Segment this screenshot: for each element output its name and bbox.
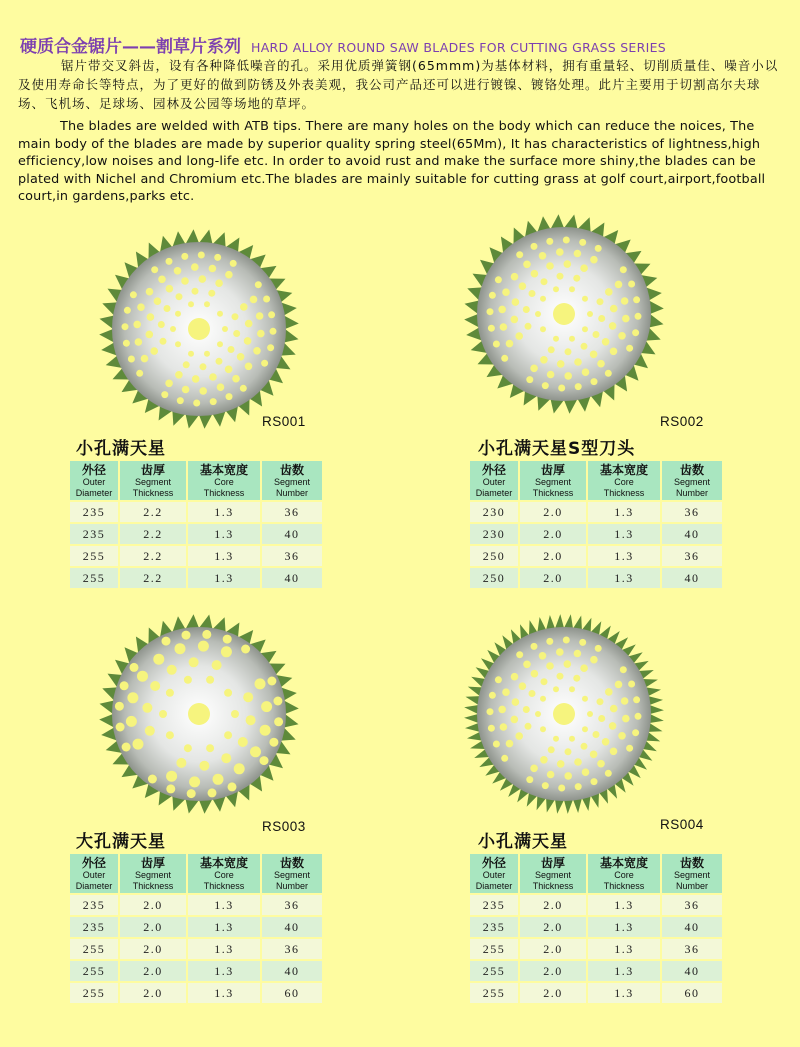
- table-row: 255 2.0 1.3 40: [470, 961, 722, 981]
- title-en: HARD ALLOY ROUND SAW BLADES FOR CUTTING GRASS SERIES: [251, 40, 667, 55]
- spec-table-rs001: [68, 459, 324, 590]
- arbor-hole: [188, 318, 210, 340]
- product-code: RS001: [262, 414, 306, 429]
- table-row: 235 2.0 1.3 36: [470, 895, 722, 915]
- spec-table-rs004: [468, 852, 724, 1005]
- header-segment-number: 齿数 Segment Number: [262, 854, 322, 893]
- header-segment-thickness: 齿厚 Segment Thickness: [520, 854, 586, 893]
- table-row: 235 2.0 1.3 40: [70, 917, 322, 937]
- table-row: 255 2.0 1.3 36: [470, 939, 722, 959]
- table-row: 255 2.0 1.3 60: [470, 983, 722, 1003]
- header-core-thickness: 基本宽度 Core Thickness: [188, 854, 260, 893]
- intro-chinese: 锯片带交叉斜齿，设有各种降低噪音的孔。采用优质弹簧钢(65mmm)为基体材料，拥有重量轻、切削质量佳、噪音小以及使用寿命长等特点，为了更好的做到防锈及外表美观，我公司产品还可以进行镀镍、镀铬处理。此片主要用于切割高尔夫球场、飞机场、足球场、园林及公园等场地的草坪。: [18, 58, 779, 111]
- saw-blade-rs004-image: [462, 612, 666, 816]
- header-segment-number: 齿数 Segment Number: [662, 854, 722, 893]
- intro-english: The blades are welded with ATB tips. There are many holes on the body which can reduce the noices, The main body of the blades are made by superior quality spring steel(65Mm), It has characteristics of lightness,high efficiency,low noises and long-life etc. In order to avoid rust and make the surface more shiny,the blades can be plated with Nichel and Chromium etc.The blades are mainly suitable for cutting grass at golf court,airport,football court,in gardens,parks etc.: [18, 119, 766, 204]
- arbor-hole: [188, 703, 210, 725]
- product-code: RS004: [660, 817, 704, 832]
- header-segment-number: 齿数 Segment Number: [262, 461, 322, 500]
- header-core-thickness: 基本宽度 Core Thickness: [588, 461, 660, 500]
- table-row: 235 2.2 1.3 36: [70, 502, 322, 522]
- product-code: RS002: [660, 414, 704, 429]
- product-name: 小孔满天星S型刀头: [478, 439, 636, 459]
- arbor-hole: [553, 303, 575, 325]
- spec-table-rs003: [68, 852, 324, 1005]
- product-name: 小孔满天星: [76, 439, 166, 459]
- product-code: RS003: [262, 819, 306, 834]
- table-row: 235 2.0 1.3 36: [70, 895, 322, 915]
- header-segment-thickness: 齿厚 Segment Thickness: [120, 854, 186, 893]
- table-row: 255 2.2 1.3 40: [70, 568, 322, 588]
- header-core-thickness: 基本宽度 Core Thickness: [188, 461, 260, 500]
- page-title: [20, 32, 790, 57]
- header-core-thickness: 基本宽度 Core Thickness: [588, 854, 660, 893]
- spec-table-rs002: [468, 459, 724, 590]
- header-outer-diameter: 外径 Outer Diameter: [470, 461, 518, 500]
- table-row: 235 2.2 1.3 40: [70, 524, 322, 544]
- product-name: 大孔满天星: [76, 832, 166, 852]
- saw-blade-rs001-image: [97, 227, 301, 431]
- header-outer-diameter: 外径 Outer Diameter: [70, 461, 118, 500]
- arbor-hole: [553, 703, 575, 725]
- header-segment-thickness: 齿厚 Segment Thickness: [120, 461, 186, 500]
- header-outer-diameter: 外径 Outer Diameter: [70, 854, 118, 893]
- table-row: 250 2.0 1.3 36: [470, 546, 722, 566]
- product-name: 小孔满天星: [478, 832, 568, 852]
- table-row: 255 2.0 1.3 40: [70, 961, 322, 981]
- saw-blade-rs003-image: [97, 612, 301, 816]
- title-zh: 硬质合金锯片——割草片系列: [20, 37, 241, 57]
- header-segment-number: 齿数 Segment Number: [662, 461, 722, 500]
- table-row: 230 2.0 1.3 36: [470, 502, 722, 522]
- table-row: 235 2.0 1.3 40: [470, 917, 722, 937]
- table-row: 230 2.0 1.3 40: [470, 524, 722, 544]
- table-row: 255 2.0 1.3 60: [70, 983, 322, 1003]
- saw-blade-rs002-image: [462, 212, 666, 416]
- header-segment-thickness: 齿厚 Segment Thickness: [520, 461, 586, 500]
- header-outer-diameter: 外径 Outer Diameter: [470, 854, 518, 893]
- table-row: 255 2.2 1.3 36: [70, 546, 322, 566]
- table-row: 250 2.0 1.3 40: [470, 568, 722, 588]
- table-row: 255 2.0 1.3 36: [70, 939, 322, 959]
